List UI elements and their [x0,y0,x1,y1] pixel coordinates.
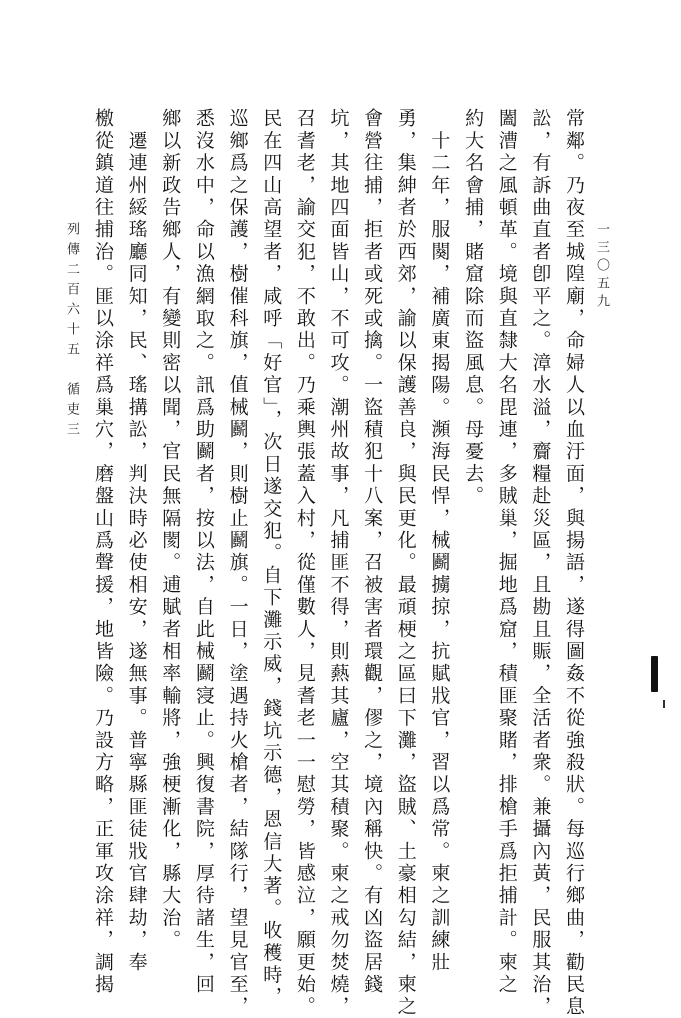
text-column-13: 鄉以新政告鄉人，有變則密以聞，官民無隔閡。逋賦者相率輸將，強梗漸化，縣大治。 [159,108,182,952]
text-column-9: 召耆老，諭交犯，不敢出。乃乘輿張蓋入村，從僅數人，見耆老一一慰勞，皆感泣，願更始。 [293,108,316,1018]
text-column-11: 巡鄉爲之保護，樹催科旗，值械鬬，則樹止鬬旗。一日，塗遇持火槍者，結隊行，望見官至， [226,108,249,1018]
text-column-2: 訟，有訴曲直者卽平之。漳水溢，齎糧赴災區，且勘且賑，全活者衆。兼攝內黃，民服其治， [529,108,552,1018]
page-number: 一三〇五九 [594,222,609,312]
ink-smudge-mark [651,656,658,692]
text-column-4: 約大名會捕，賭窟除而盜風息。母憂去。 [462,108,485,508]
text-column-8: 坑，其地四面皆山，不可攻。潮州故事，凡捕匪不得，則爇其廬，空其積聚。柬之戒勿焚燒， [327,108,350,1018]
running-title: 列傳二百六十五 循吏三 [64,222,79,442]
text-column-7: 會營往捕，拒者或死或擒。一盜積犯十八案，召被害者環觀，僇之，境內稱快。有凶盜居錢 [361,108,384,996]
text-column-15: 檄從鎮道往捕治。匪以涂祥爲巢穴，磨盤山爲聲援，地皆險。乃設方略，正軍攻涂祥，調揭 [92,108,114,996]
text-column-12: 悉沒水中，命以漁網取之。訊爲助鬬者，按以法，自此械鬬寖止。興復書院，厚待諸生，回 [192,108,215,996]
text-column-10: 民在四山高望者，咸呼「好官」，次日遂交犯。自下灘示威，錢坑示德，恩信大著。收穫時， [260,108,283,1009]
text-column-1: 常鄰。乃夜至城隍廟，命婦人以血汙面，與揚語，遂得圖姦不從強殺狀。每巡行鄉曲，勸民息 [563,108,585,1018]
text-column-3: 闔漕之風頓革。境與直隸大名毘連，多賊巢，掘地爲窟，積匪聚賭，排槍手爲拒捕計。柬之 [495,108,518,996]
text-column-5: 十二年，服闋，補廣東揭陽。瀕海民悍，械鬬擄掠，抗賦戕官，習以爲常。柬之訓練壯 [428,108,451,974]
text-column-14: 遷連州綏瑤廳同知，民、瑤搆訟，判決時必使相安，遂無事。普寧縣匪徒戕官肆劫，奉 [125,108,148,974]
text-column-6: 勇，集紳者於西郊，諭以保護善良，與民更化。最頑梗之區曰下灘，盜賊、土豪相勾結，柬之 [394,108,417,1018]
ink-dot-mark [663,700,665,708]
